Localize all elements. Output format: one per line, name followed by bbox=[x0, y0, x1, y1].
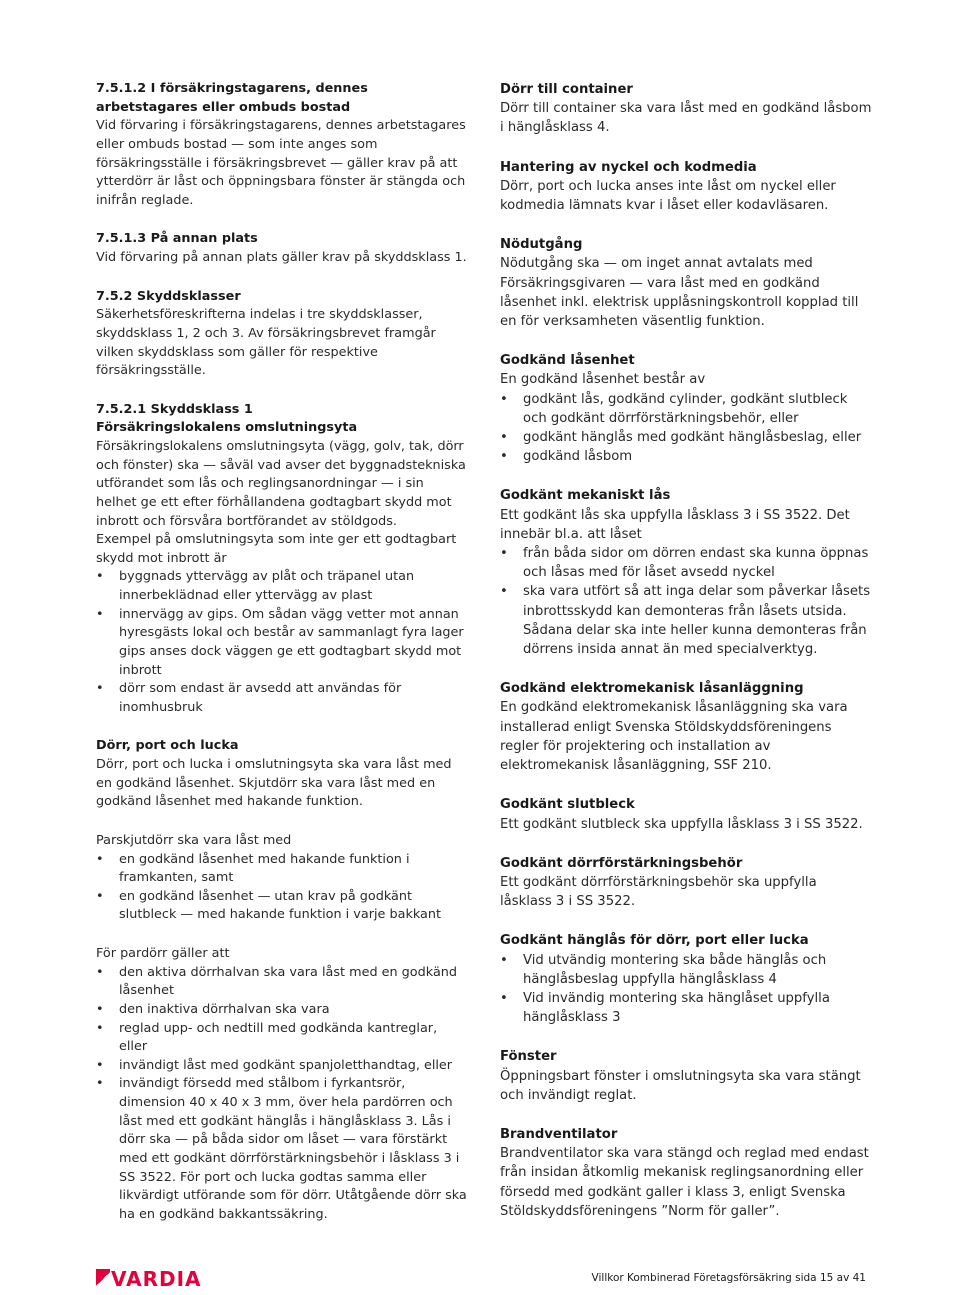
section bbox=[500, 795, 872, 833]
section bbox=[500, 235, 872, 331]
section bbox=[500, 854, 872, 912]
paragraph: Parskjutdörr ska vara låst med bbox=[96, 832, 292, 848]
list-item: • reglad upp- och nedtill med godkända kantreglar, eller bbox=[96, 1020, 468, 1057]
list-item: • godkänt hänglås med godkänt hänglåsbeslag, eller bbox=[500, 428, 872, 447]
paragraph: Exempel på omslutningsyta som inte ger ett godtagbart skydd mot inbrott är bbox=[96, 532, 457, 566]
section-heading: 7.5.1.2 I försäkringstagarens, dennes arbetstagares eller ombuds bostad bbox=[96, 81, 368, 115]
section-heading: Dörr, port och lucka bbox=[96, 738, 239, 754]
list-item: • invändigt låst med godkänt spanjoletthandtag, eller bbox=[96, 1057, 468, 1076]
paragraph: Ett godkänt lås ska uppfylla låsklass 3 i SS 3522. Det innebär bl.a. att låset bbox=[500, 507, 850, 542]
section-heading: Godkänt dörrförstärkningsbehör bbox=[500, 855, 743, 871]
section bbox=[500, 931, 872, 1027]
paragraph: Vid förvaring i försäkringstagarens, dennes arbetstagares eller ombuds bostad — som inte anges som försäkringsställe i försäkringsbrevet — gäller krav på att ytterdörr är låst och öppningsbara fönster är stängda och inifrån reglade. bbox=[96, 118, 466, 208]
section bbox=[96, 737, 468, 812]
paragraph: En godkänd låsenhet består av bbox=[500, 372, 706, 388]
section-heading: Hantering av nyckel och kodmedia bbox=[500, 159, 757, 175]
paragraph: Försäkringslokalens omslutningsyta (vägg, golv, tak, dörr och fönster) ska — såväl vad avser det byggnadstekniska utförandet som lås och reglingsanordningar — i sin helhet ge ett efter förhållandena godtagbart skydd mot inbrott och försvåra bortförandet av stöldgods. bbox=[96, 439, 466, 529]
section-heading: Godkänt slutbleck bbox=[500, 797, 635, 813]
section bbox=[500, 1047, 872, 1105]
vardia-logo bbox=[96, 1268, 206, 1290]
section-heading: Godkänd låsenhet bbox=[500, 353, 635, 369]
list-item: • Vid utvändig montering ska både hänglås och hänglåsbeslag uppfylla hänglåsklass 4 bbox=[500, 951, 872, 989]
list-item: • den aktiva dörrhalvan ska vara låst med en godkänd låsenhet bbox=[96, 964, 468, 1001]
section-heading: Godkänd elektromekanisk låsanläggning bbox=[500, 681, 804, 697]
list-item: • ska vara utfört så att inga delar som påverkar låsets inbrottsskydd kan demonteras från låsets utsida. Sådana delar ska inte heller kunna demonteras från dörrens insida annat än med specialverktyg. bbox=[500, 582, 872, 659]
section bbox=[96, 288, 468, 381]
bullet-list bbox=[500, 390, 872, 467]
left-column bbox=[96, 80, 468, 1244]
section-heading: Dörr till container bbox=[500, 82, 633, 97]
list-item: • godkänd låsbom bbox=[500, 447, 872, 466]
logo-wordmark: VARDIA bbox=[111, 1267, 202, 1291]
section bbox=[500, 351, 872, 466]
list-item: • innervägg av gips. Om sådan vägg vetter mot annan hyresgästs lokal och består av sammanlagt fyra lager gips anses dock väggen ge ett godtagbart skydd mot inbrott bbox=[96, 606, 468, 681]
bullet-list bbox=[96, 851, 468, 926]
section-heading: 7.5.1.3 På annan plats bbox=[96, 231, 258, 247]
right-column bbox=[500, 80, 872, 1241]
paragraph: Vid förvaring på annan plats gäller krav på skyddsklass 1. bbox=[96, 250, 467, 265]
section bbox=[96, 945, 468, 1224]
list-item: • byggnads yttervägg av plåt och träpanel utan innerbeklädnad eller yttervägg av plast bbox=[96, 568, 468, 605]
list-item: • en godkänd låsenhet — utan krav på godkänt slutbleck — med hakande funktion i varje bakkant bbox=[96, 888, 468, 925]
section-heading: 7.5.2 Skyddsklasser bbox=[96, 288, 241, 304]
bullet-list bbox=[96, 568, 468, 717]
section bbox=[500, 80, 872, 138]
section-heading: Godkänt mekaniskt lås bbox=[500, 488, 671, 504]
paragraph: En godkänd elektromekanisk låsanläggning ska vara installerad enligt Svenska Stöldskyddsföreningens regler för projektering och installation av elektromekanisk låsanläggning, SSF 210. bbox=[500, 700, 848, 774]
section-heading: Brandventilator bbox=[500, 1126, 618, 1142]
section bbox=[96, 230, 468, 267]
paragraph: Dörr, port och lucka anses inte låst om nyckel eller kodmedia lämnats kvar i låset eller kodavläsaren. bbox=[500, 178, 836, 214]
list-item: • dörr som endast är avsedd att användas för inomhusbruk bbox=[96, 680, 468, 717]
paragraph: Ett godkänt dörrförstärkningsbehör ska uppfylla låsklass 3 i SS 3522. bbox=[500, 874, 817, 910]
section-subheading: Försäkringslokalens omslutningsyta bbox=[96, 420, 358, 436]
list-item: • från båda sidor om dörren endast ska kunna öppnas och låsas med för låset avsedd nyckel bbox=[500, 544, 872, 582]
bullet-list bbox=[500, 544, 872, 659]
section bbox=[500, 679, 872, 775]
paragraph: Nödutgång ska — om inget annat avtalats med Försäkringsgivaren — vara låst med en godkänd låsenhet inkl. elektrisk upplåsningskontroll kopplad till en för verksamheten väsentlig funktion. bbox=[500, 256, 859, 330]
section bbox=[500, 1125, 872, 1221]
list-item: • invändigt försedd med stålbom i fyrkantsrör, dimension 40 x 40 x 3 mm, över hela pardörren och låst med ett godkänt hänglås i hänglåsklass 3. Lås i dörr ska — på båda sidor om låset — vara förstärkt med ett godkänt dörrförstärkningsbehör i låsklass 3 i SS 3522. För port och lucka godtas samma eller likvärdigt utförande som för dörr. Utåtgående dörr ska ha en godkänd bakkantssäkring. bbox=[96, 1075, 468, 1224]
paragraph: Öppningsbart fönster i omslutningsyta ska vara stängt och invändigt reglat. bbox=[500, 1068, 861, 1103]
section bbox=[500, 486, 872, 659]
paragraph: Dörr, port och lucka i omslutningsyta ska vara låst med en godkänd låsenhet. Skjutdörr ska vara låst med en godkänd låsenhet med hakande funktion. bbox=[96, 757, 452, 810]
section bbox=[96, 80, 468, 210]
list-item: • Vid invändig montering ska hänglåset uppfylla hänglåsklass 3 bbox=[500, 989, 872, 1027]
section-heading: 7.5.2.1 Skyddsklass 1 bbox=[96, 401, 253, 417]
list-item: • den inaktiva dörrhalvan ska vara bbox=[96, 1001, 468, 1020]
section-heading: Fönster bbox=[500, 1049, 557, 1065]
bullet-list bbox=[96, 964, 468, 1225]
section bbox=[96, 401, 468, 718]
section-heading: Godkänt hänglås för dörr, port eller lucka bbox=[500, 933, 809, 949]
section bbox=[96, 832, 468, 925]
section bbox=[500, 158, 872, 216]
paragraph: Brandventilator ska vara stängd och reglad med endast från insidan åtkomlig mekanisk reglingsanordning eller försedd med godkänt galler i klass 3, enligt Svenska Stöldskyddsföreningens ”Norm för galler”. bbox=[500, 1146, 869, 1219]
list-item: • en godkänd låsenhet med hakande funktion i framkanten, samt bbox=[96, 851, 468, 888]
list-item: • godkänt lås, godkänd cylinder, godkänt slutbleck och godkänt dörrförstärkningsbehör, eller bbox=[500, 390, 872, 428]
paragraph: Ett godkänt slutbleck ska uppfylla låsklass 3 i SS 3522. bbox=[500, 816, 863, 832]
bullet-list bbox=[500, 951, 872, 1028]
section-heading: Nödutgång bbox=[500, 237, 583, 253]
page-footer: Villkor Kombinerad Företagsförsäkring sida 15 av 41 bbox=[591, 1272, 866, 1284]
logo-mark-icon bbox=[96, 1269, 110, 1289]
paragraph: För pardörr gäller att bbox=[96, 946, 230, 961]
paragraph: Säkerhetsföreskrifterna indelas i tre skyddsklasser, skyddsklass 1, 2 och 3. Av försäkringsbrevet framgår vilken skyddsklass som gäller för respektive försäkringsställe. bbox=[96, 307, 436, 379]
paragraph: Dörr till container ska vara låst med en godkänd låsbom i hänglåsklass 4. bbox=[500, 101, 872, 136]
